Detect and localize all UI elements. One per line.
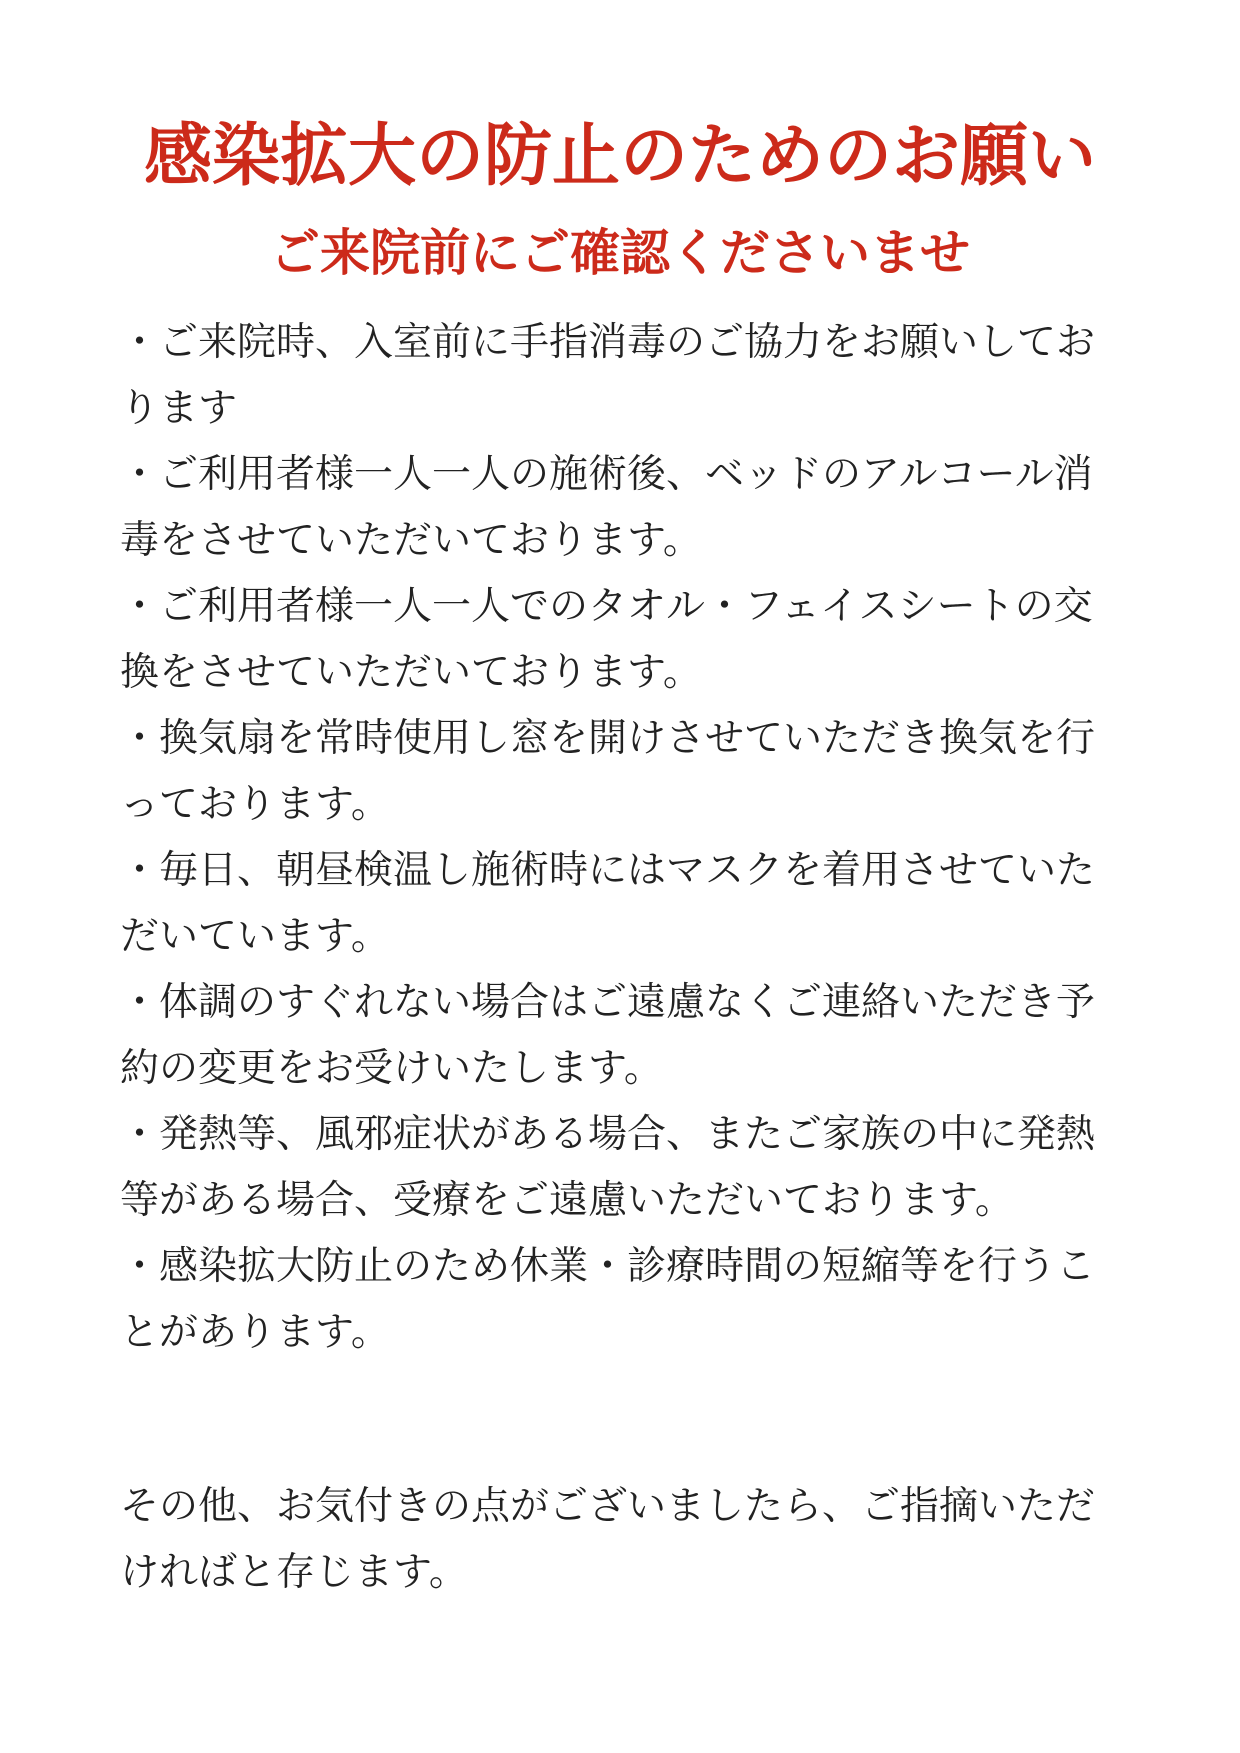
- notice-item-hand-disinfection: ・ご来院時、入室前に手指消毒のご協力をお願いしております: [120, 320, 1096, 431]
- notice-list: [120, 310, 1130, 1366]
- page-title: 感染拡大の防止のためのお願い: [143, 117, 1096, 196]
- notice-item-reschedule: ・体調のすぐれない場合はご遠慮なくご連絡いただき予約の変更をお受けいたします。: [120, 980, 1096, 1091]
- notice-item-ventilation: ・換気扇を常時使用し窓を開けさせていただき換気を行っております。: [120, 716, 1096, 827]
- notice-item-towel-exchange: ・ご利用者様一人一人でのタオル・フェイスシートの交換をさせていただいております。: [120, 584, 1093, 695]
- notice-item-fever: ・発熱等、風邪症状がある場合、またご家族の中に発熱等がある場合、受療をご遠慮いただいております。: [120, 1112, 1096, 1223]
- notice-item-closure: ・感染拡大防止のため休業・診療時間の短縮等を行うことがあります。: [120, 1244, 1096, 1355]
- closing-text: その他、お気付きの点がございましたら、ご指摘いただければと存じます。: [120, 1484, 1096, 1595]
- page-subtitle: ご来院前にご確認くださいませ: [270, 224, 970, 282]
- notice-item-temperature-mask: ・毎日、朝昼検温し施術時にはマスクを着用させていただいています。: [120, 848, 1096, 959]
- notice-item-bed-disinfection: ・ご利用者様一人一人の施術後、ベッドのアルコール消毒をさせていただいております。: [120, 452, 1093, 563]
